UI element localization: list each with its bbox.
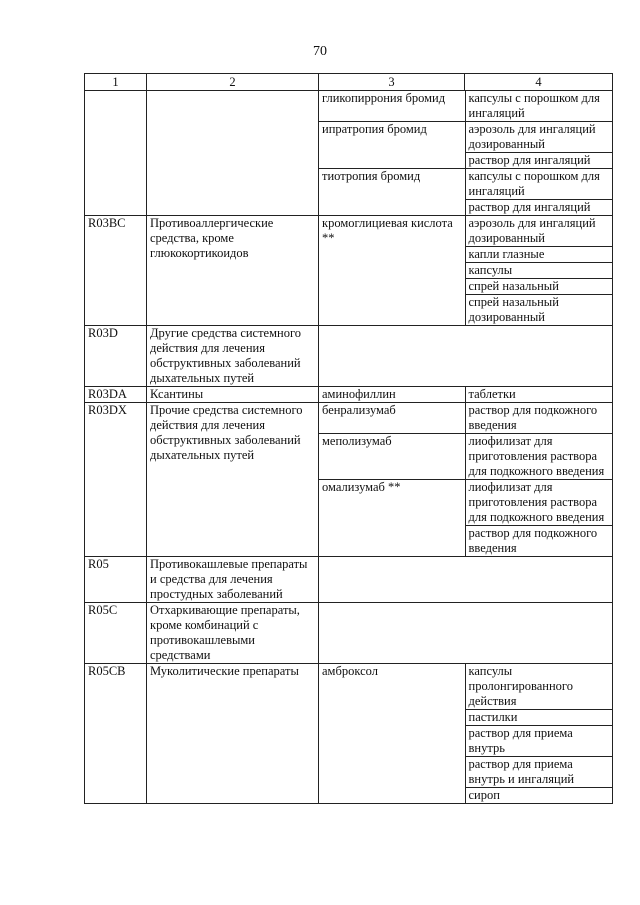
drug-name-cell: омализумаб ** [319, 480, 465, 557]
dosage-forms-cell [465, 403, 612, 434]
drug-row [319, 387, 612, 402]
atc-code-cell: R03DX [85, 403, 147, 557]
dosage-form: раствор для ингаляций [468, 200, 591, 214]
drug-name-cell: ипратропия бромид [319, 122, 465, 169]
drug-row [319, 434, 612, 480]
column-header: 1 [85, 74, 147, 91]
dosage-forms-cell [465, 216, 612, 325]
drugs-cell [319, 326, 613, 387]
table-row [85, 326, 613, 387]
dosage-form: спрей назальный [466, 279, 613, 295]
group-name-cell: Ксантины [147, 387, 319, 403]
drugs-cell [319, 403, 613, 557]
dosage-forms-cell [465, 434, 612, 480]
dosage-form: лиофилизат для приготовления раствора для подкожного введения [466, 480, 613, 526]
dosage-form: аэрозоль для ингаляций дозированный [466, 122, 613, 153]
column-header: 4 [465, 74, 613, 91]
atc-code-cell: R05 [85, 557, 147, 603]
group-name-cell: Противокашлевые препараты и средства для лечения простудных заболеваний [147, 557, 319, 603]
atc-code-cell [85, 91, 147, 216]
atc-code-cell: R03BC [85, 216, 147, 326]
dosage-form: сироп [468, 788, 500, 802]
drug-row [319, 480, 612, 557]
drugs-subtable [319, 91, 612, 215]
dosage-form: раствор для ингаляций [468, 153, 591, 167]
column-header: 3 [319, 74, 465, 91]
drug-name-cell: меполизумаб [319, 434, 465, 480]
table-row [85, 557, 613, 603]
dosage-forms-cell [465, 387, 612, 402]
dosage-form: капсулы с порошком для ингаляций [468, 91, 600, 120]
drugs-cell [319, 216, 613, 326]
dosage-forms-cell [465, 169, 612, 216]
table-row [85, 387, 613, 403]
drugs-cell [319, 664, 613, 804]
drugs-subtable [319, 387, 612, 402]
dosage-forms-cell [465, 480, 612, 557]
dosage-form: раствор для подкожного введения [468, 403, 598, 432]
drug-row [319, 169, 612, 216]
dosage-forms-cell [465, 664, 612, 803]
group-name-cell: Противоаллергические средства, кроме глюкокортикоидов [147, 216, 319, 326]
drugs-cell [319, 603, 613, 664]
dosage-form: раствор для приема внутрь [466, 726, 613, 757]
table-row [85, 403, 613, 557]
column-header: 2 [147, 74, 319, 91]
table-row [85, 603, 613, 664]
drug-name-cell: тиотропия бромид [319, 169, 465, 216]
group-name-cell: Отхаркивающие препараты, кроме комбинаций с противокашлевыми средствами [147, 603, 319, 664]
group-name-cell: Муколитические препараты [147, 664, 319, 804]
dosage-form: раствор для приема внутрь и ингаляций [466, 757, 613, 788]
drug-row [319, 91, 612, 122]
table-row [85, 664, 613, 804]
drug-name-cell: кромоглициевая кислота ** [319, 216, 465, 325]
drugs-subtable [319, 216, 612, 325]
group-name-cell: Прочие средства системного действия для лечения обструктивных заболеваний дыхательных путей [147, 403, 319, 557]
dosage-form: таблетки [468, 387, 516, 401]
drug-name-cell: аминофиллин [319, 387, 465, 402]
medicines-table [84, 73, 613, 804]
drug-name-cell: амброксол [319, 664, 465, 803]
table-row [85, 91, 613, 216]
drug-row [319, 403, 612, 434]
dosage-form: раствор для подкожного введения [468, 526, 598, 555]
atc-code-cell: R05CB [85, 664, 147, 804]
table-header-row [85, 74, 613, 91]
drug-row [319, 122, 612, 169]
dosage-form: лиофилизат для приготовления раствора для подкожного введения [468, 434, 605, 478]
dosage-form: капсулы пролонгированного действия [466, 664, 613, 710]
dosage-form: капсулы [466, 263, 613, 279]
dosage-form: пастилки [466, 710, 613, 726]
page-number: 70 [313, 44, 327, 59]
drugs-subtable [319, 403, 612, 556]
drug-name-cell: бенрализумаб [319, 403, 465, 434]
drugs-cell [319, 387, 613, 403]
table-body [85, 91, 613, 804]
drugs-cell [319, 557, 613, 603]
drug-name-cell: гликопиррония бромид [319, 91, 465, 122]
atc-code-cell: R03DA [85, 387, 147, 403]
dosage-form: спрей назальный дозированный [468, 295, 559, 324]
drug-row [319, 216, 612, 325]
dosage-form: капсулы с порошком для ингаляций [466, 169, 613, 200]
group-name-cell: Другие средства системного действия для лечения обструктивных заболеваний дыхательных путей [147, 326, 319, 387]
drugs-subtable [319, 664, 612, 803]
group-name-cell [147, 91, 319, 216]
drugs-cell [319, 91, 613, 216]
dosage-forms-cell [465, 122, 612, 169]
atc-code-cell: R03D [85, 326, 147, 387]
table-row [85, 216, 613, 326]
dosage-form: капли глазные [466, 247, 613, 263]
atc-code-cell: R05C [85, 603, 147, 664]
drug-row [319, 664, 612, 803]
dosage-form: аэрозоль для ингаляций дозированный [466, 216, 613, 247]
dosage-forms-cell [465, 91, 612, 122]
